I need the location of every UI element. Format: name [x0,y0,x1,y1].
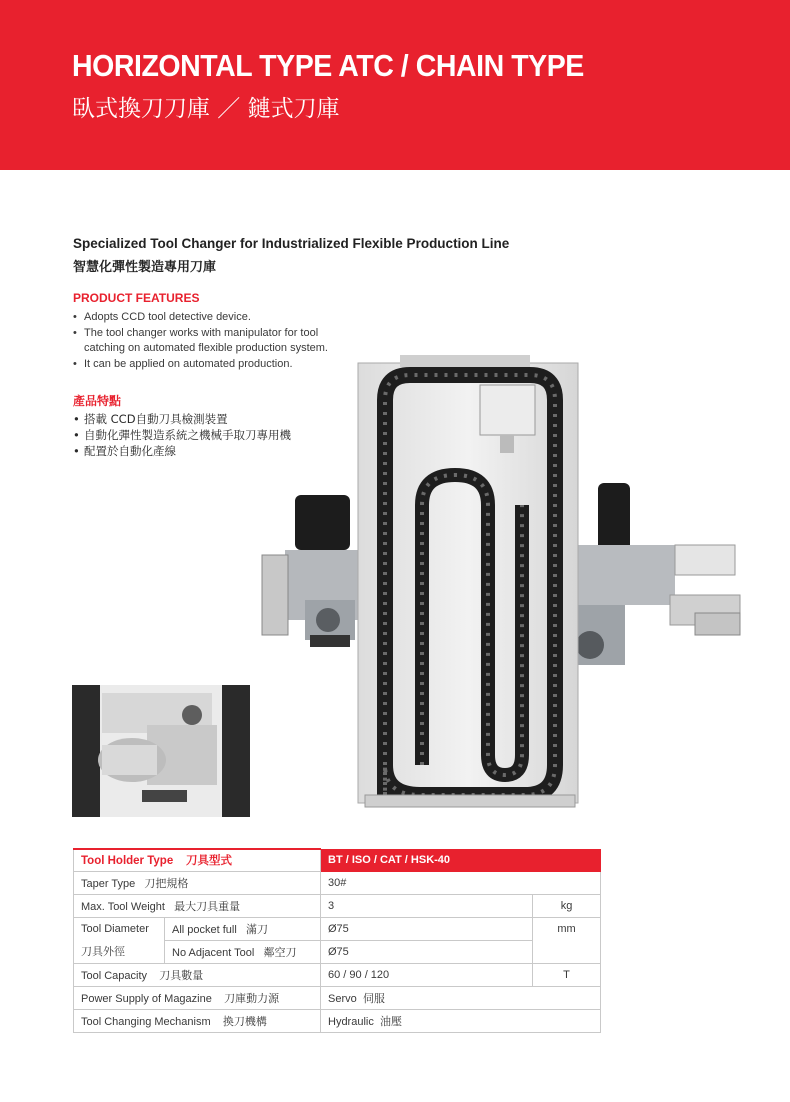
table-row [74,940,601,963]
row-label [74,894,321,917]
row-unit: kg [533,894,601,917]
subtitle: Specialized Tool Changer for Industrialized Flexible Production Line [73,236,510,251]
feature-item: • The tool changer works with manipulator for tool [73,326,328,342]
chain-tool-magazine-image [250,355,790,815]
spec-header-label [74,849,321,871]
header-banner [0,0,790,170]
sublabel-en: No Adjacent Tool [172,946,255,959]
row-label [74,1009,321,1032]
header-label-en: Tool Holder Type [81,855,174,868]
row-value: Ø75 [321,917,533,940]
row-label [74,986,321,1009]
label-en: Taper Type [81,877,136,890]
table-row [74,894,601,917]
spec-header-value: BT / ISO / CAT / HSK-40 [321,849,601,871]
feature-item-chinese: • 配置於自動化產線 [73,443,291,459]
row-label [74,871,321,894]
value-en: Servo [328,992,357,1005]
page-title-chinese: 臥式換刀刀庫 ／ 鏈式刀庫 [72,96,340,122]
row-unit: T [533,963,601,986]
sublabel-zh: 鄰空刀 [263,945,297,959]
table-row [74,963,601,986]
row-unit-empty [533,940,601,963]
subtitle-chinese: 智慧化彈性製造專用刀庫 [73,260,217,275]
row-sublabel [165,917,321,940]
feature-item: • It can be applied on automated production. [73,357,328,373]
label-en: Power Supply of Magazine [81,992,212,1005]
row-value: 3 [321,894,533,917]
table-row [74,1009,601,1032]
row-value [321,986,601,1009]
row-unit: mm [533,917,601,940]
row-label: Tool Diameter [74,917,165,940]
ccd-detail-illustration [72,685,250,817]
ccd-detail-image [72,685,250,817]
header-label-zh: 刀具型式 [186,853,232,868]
feature-item-chinese: • 搭載 CCD自動刀具檢測裝置 [73,411,291,427]
page-title: HORIZONTAL TYPE ATC / CHAIN TYPE [72,48,584,83]
label-zh: 刀庫動力源 [224,991,280,1005]
sublabel-en: All pocket full [172,923,237,936]
feature-item: • Adopts CCD tool detective device. [73,310,328,326]
row-label [74,963,321,986]
row-sublabel [165,940,321,963]
value-zh: 油壓 [379,1014,402,1028]
row-value: 60 / 90 / 120 [321,963,533,986]
label-zh: 刀具數量 [159,968,204,982]
label-en: Max. Tool Weight [81,900,165,913]
table-row [74,986,601,1009]
table-row [74,917,601,940]
row-value [321,1009,601,1032]
sublabel-zh: 滿刀 [245,922,268,936]
value-zh: 伺服 [362,991,385,1005]
table-row [74,871,601,894]
row-value: 30# [321,871,601,894]
spec-table [73,848,601,1033]
features-heading: PRODUCT FEATURES [73,291,200,305]
row-value: Ø75 [321,940,533,963]
label-zh: 最大刀具重量 [174,899,241,913]
label-en: Tool Capacity [81,969,148,982]
value-en: Hydraulic [328,1015,374,1028]
label-zh: 刀把規格 [144,876,189,890]
label-en: Tool Changing Mechanism [81,1015,211,1028]
feature-item-continuation: catching on automated flexible production system. [84,342,328,354]
label-zh: 換刀機構 [222,1014,267,1028]
feature-item-chinese: • 自動化彈性製造系統之機械手取刀專用機 [73,427,291,443]
row-label-chinese: 刀具外徑 [74,940,165,963]
spec-header-row [74,849,601,871]
features-heading-chinese: 產品特點 [73,394,122,408]
